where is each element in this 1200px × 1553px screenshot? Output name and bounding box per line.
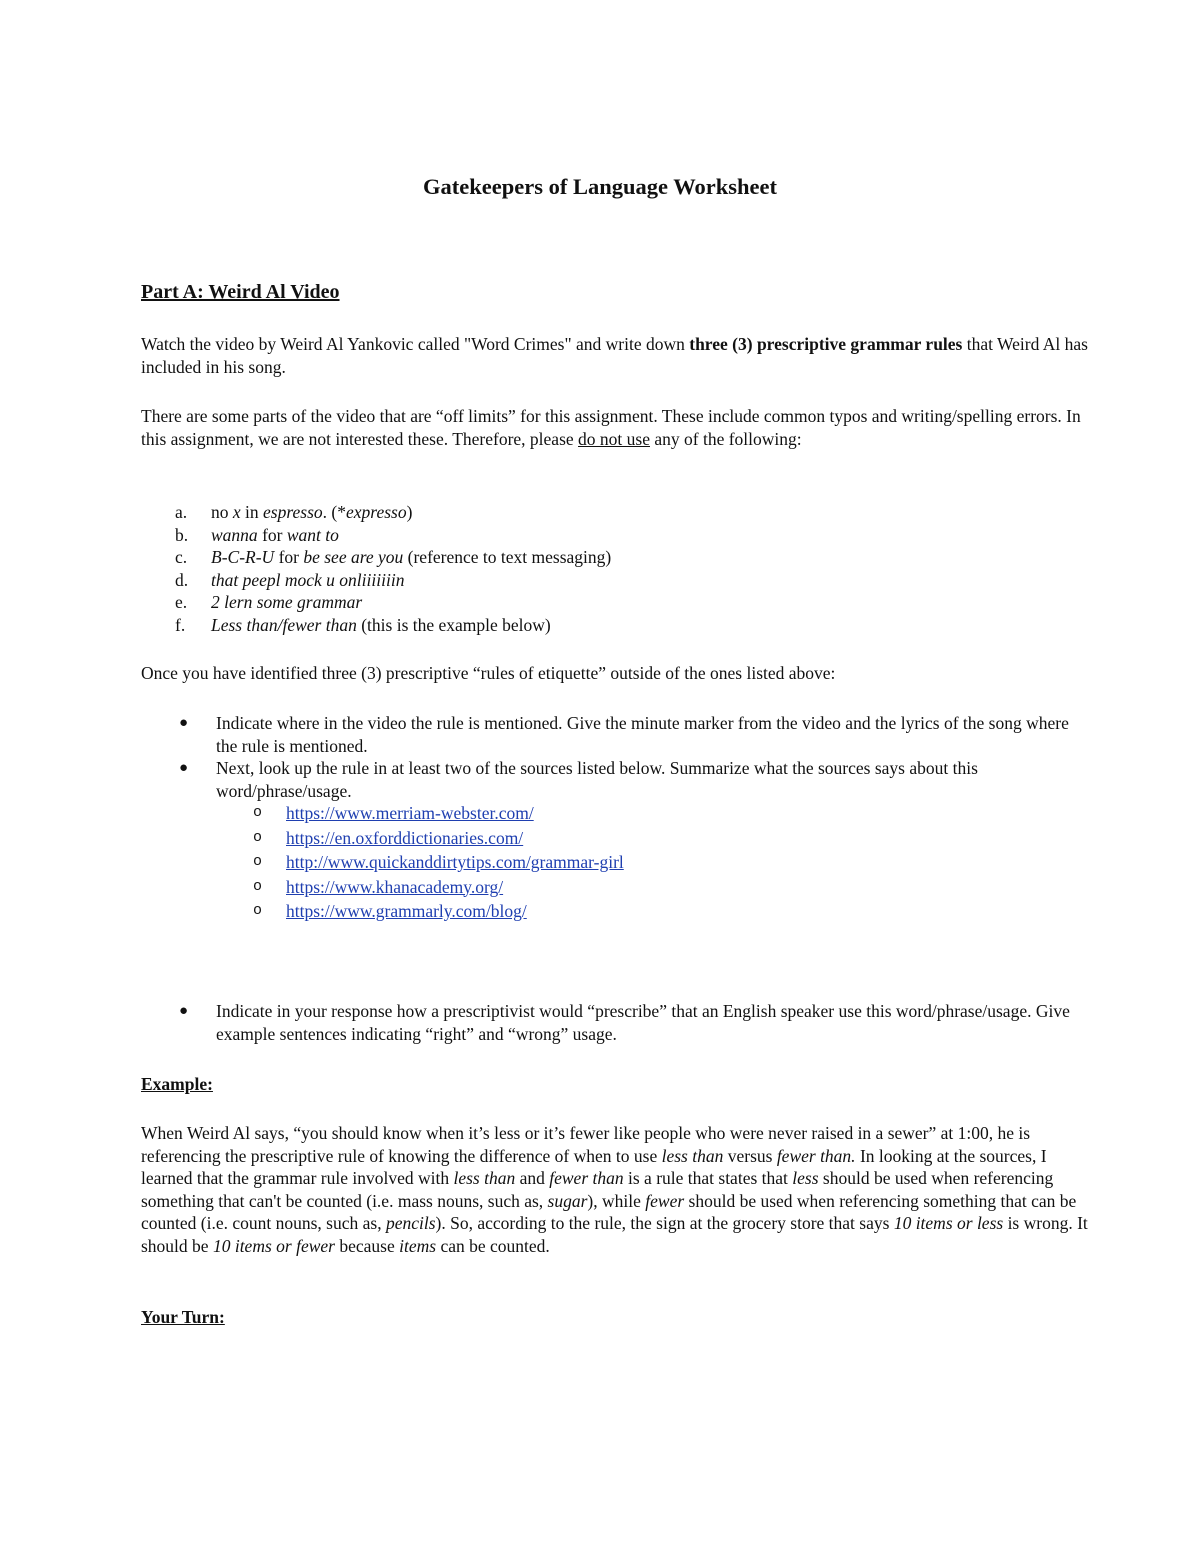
intro-text: Watch the video by Weird Al Yankovic called "Word Crimes" and write down — [141, 334, 690, 354]
off-limits-text: There are some parts of the video that are “off limits” for this assignment. These include common typos and writing/spelling errors. In this assignment, we are not interested these. Therefore, please — [141, 406, 1081, 449]
sub-bullet-icon: o — [253, 804, 263, 821]
sub-bullet-icon: o — [253, 853, 263, 870]
list-marker: d. — [175, 569, 189, 590]
bullet-icon: ● — [179, 1003, 189, 1019]
sources-list — [216, 802, 1091, 925]
off-limits-paragraph — [141, 405, 1091, 450]
list-marker: b. — [175, 524, 189, 545]
list-marker: c. — [175, 547, 188, 567]
sub-bullet-icon: o — [253, 877, 263, 895]
source-link-merriam-webster[interactable]: https://www.merriam-webster.com/ — [286, 803, 534, 823]
source-link-oxford[interactable]: https://en.oxforddictionaries.com/ — [286, 827, 524, 848]
instruction-item: ● Indicate in your response how a prescriptivist would “prescribe” that an English speaker use this word/phrase/usage. Give example sentences indicating “right” and “wrong” usage. — [179, 1001, 1070, 1044]
list-item: e. 2 lern some grammar — [175, 592, 363, 612]
your-turn-heading: Your Turn: — [141, 1307, 225, 1327]
intro-emphasis: three (3) prescriptive grammar rules — [689, 334, 963, 354]
instructions-lead-in: Once you have identified three (3) prescriptive “rules of etiquette” outside of the ones listed above: — [141, 663, 836, 683]
example-heading: Example: — [141, 1074, 213, 1094]
off-limits-text-end: any of the following: — [649, 428, 802, 449]
instruction-item: ● Indicate where in the video the rule is mentioned. Give the minute marker from the video and the lyrics of the song where the rule is mentioned. — [179, 713, 1069, 756]
source-link-grammarly[interactable]: https://www.grammarly.com/blog/ — [286, 901, 527, 921]
document-title: Gatekeepers of Language Worksheet — [423, 174, 777, 199]
sub-bullet-icon: o — [253, 828, 263, 846]
list-item: f. Less than/fewer than (this is the example below) — [175, 614, 551, 635]
list-item: c. B-C-R-U for be see are you (reference to text messaging) — [175, 547, 612, 567]
source-item — [216, 851, 1091, 876]
part-a-heading: Part A: Weird Al Video — [141, 281, 340, 303]
source-item — [216, 827, 1091, 852]
source-item — [216, 900, 1091, 925]
sub-bullet-icon: o — [253, 902, 263, 919]
source-item — [216, 802, 1091, 827]
list-marker: e. — [175, 592, 188, 612]
list-item: b. wanna for want to — [175, 524, 339, 545]
bullet-icon: ● — [179, 715, 189, 731]
bullet-icon: ● — [179, 760, 189, 776]
list-marker: a. — [175, 502, 188, 522]
source-link-khan-academy[interactable]: https://www.khanacademy.org/ — [286, 876, 504, 897]
source-item — [216, 876, 1091, 901]
do-not-use-emphasis: do not use — [578, 428, 650, 449]
source-link-grammar-girl[interactable]: http://www.quickanddirtytips.com/grammar-girl — [286, 852, 624, 872]
intro-paragraph — [141, 333, 1091, 378]
list-item: a. no x in espresso. (*expresso) — [175, 502, 413, 522]
instruction-item: ● Next, look up the rule in at least two of the sources listed below. Summarize what the sources says about this word/phrase/usage. o https://www.merriam-webster.com/ o https://en.oxforddictionaries.com/ o http://www.quickanddirtytips.com/grammar-girl o https://www.khanacademy.org/ o https://www.grammarly.com/blog/ — [141, 757, 1091, 925]
instructions-list-continued — [141, 1000, 1091, 1045]
list-marker: f. — [175, 614, 186, 635]
example-paragraph: When Weird Al says, “you should know when it’s less or it’s fewer like people who were never raised in a sewer” at 1:00, he is referencing the prescriptive rule of knowing the difference of when to use less than versus fewer than. In looking at the sources, I learned that the grammar rule involved with less than and fewer than is a rule that states that less should be used when referencing something that can't be counted (i.e. mass nouns, such as, sugar), while fewer should be used when referencing something that can be counted (i.e. count nouns, such as, pencils). So, according to the rule, the sign at the grocery store that says 10 items or less is wrong. It should be 10 items or fewer because items can be counted. — [141, 1123, 1088, 1256]
instructions-list — [141, 712, 1091, 925]
excluded-examples-list — [141, 501, 1041, 636]
list-item: d. that peepl mock u onliiiiiiin — [175, 569, 405, 590]
intro-text-end: that Weird Al has included in his song. — [141, 334, 1088, 377]
